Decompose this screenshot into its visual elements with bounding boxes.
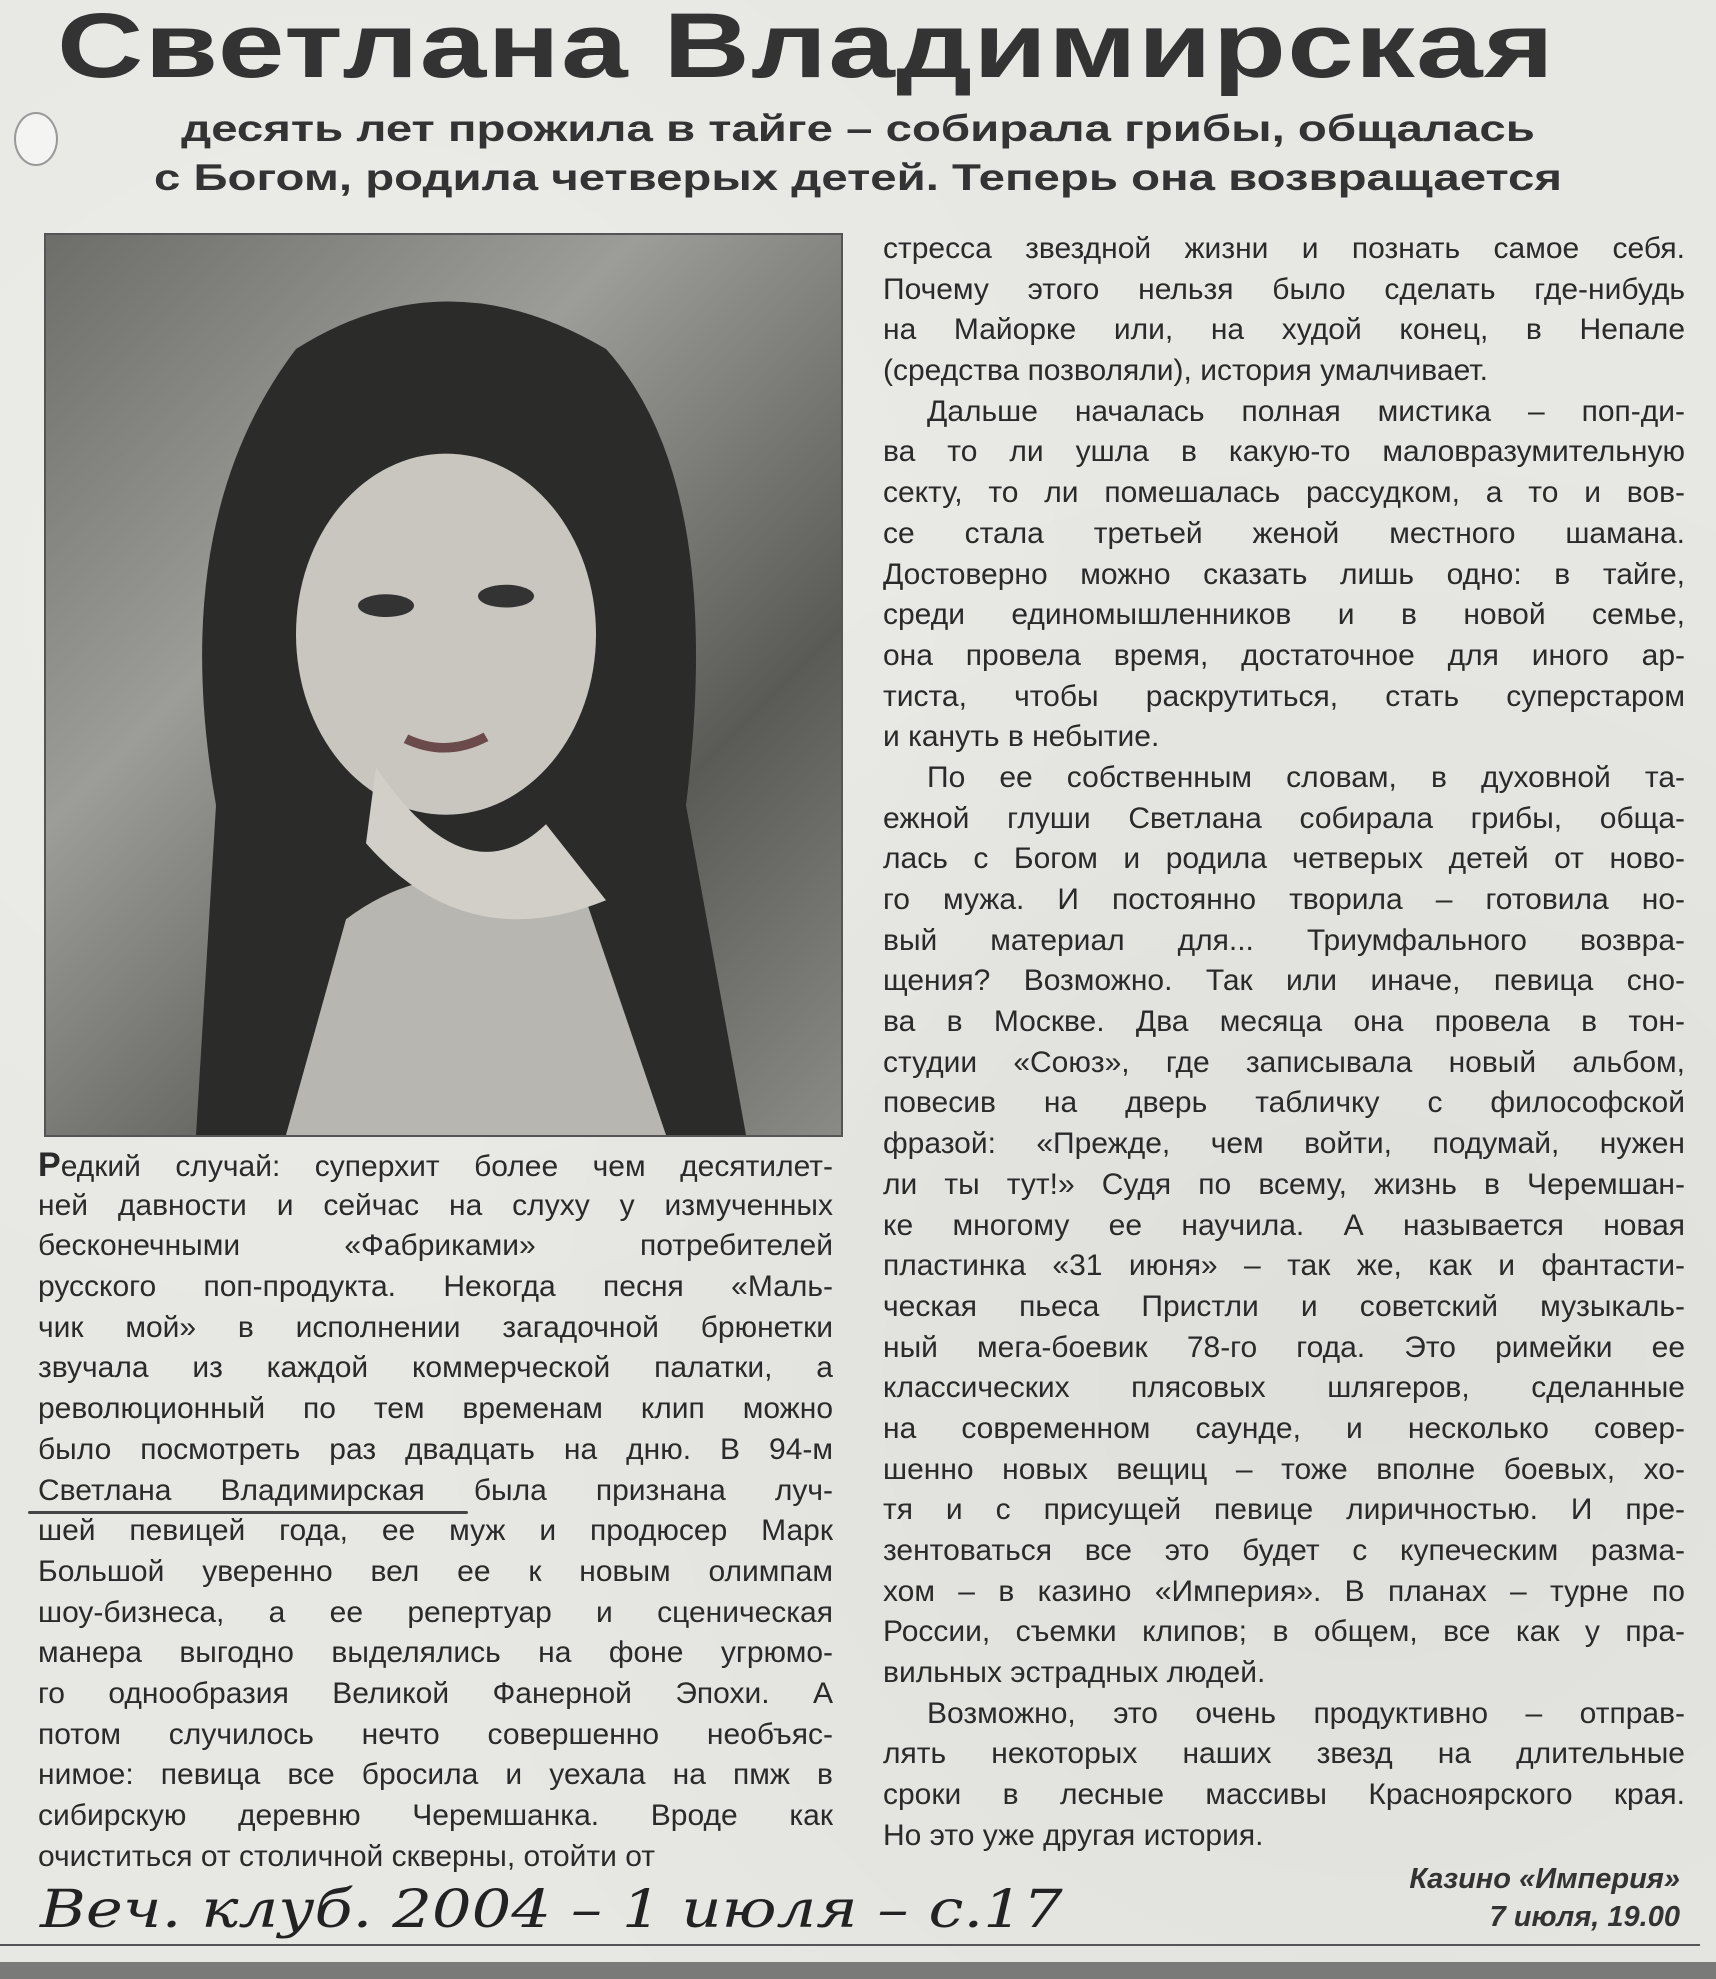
text-line: очиститься от столичной скверны, отойти от [38, 1839, 655, 1873]
text-line: фразой: «Прежде, чем войти, подумай, нужен [883, 1127, 1685, 1161]
text-line: Но это уже другая история. [883, 1818, 1264, 1852]
text-line: на Майорке или, на худой конец, в Непале [883, 313, 1685, 347]
text-line: хом – в казино «Империя». В планах – турне по [883, 1574, 1685, 1608]
text-line: ный мега-боевик 78-го года. Это римейки ее [883, 1330, 1685, 1364]
text-line: пластинка «31 июня» – так же, как и фантасти- [883, 1249, 1685, 1283]
left-column [38, 1145, 833, 1877]
text-line: вильных эстрадных людей. [883, 1656, 1266, 1690]
text-line: сибирскую деревню Черемшанка. Вроде как [38, 1799, 833, 1832]
text-line: го мужа. И постоянно творила – готовила но- [883, 883, 1685, 916]
subtitle-line: десять лет прожила в тайге – собирала грибы, общалась [181, 108, 1535, 149]
text-line: сроки в лесные массивы Красноярского края. [883, 1778, 1685, 1812]
text-line: ва то ли ушла в какую-то маловразумительную [883, 435, 1685, 469]
text-line: шей певицей года, ее муж и продюсер Марк [38, 1514, 833, 1548]
subtitle-line: с Богом, родила четверых детей. Теперь она возвращается [153, 157, 1563, 198]
text-line: бесконечными «Фабриками» потребителей [38, 1229, 833, 1263]
text-line: ва в Москве. Два месяца она провела в тон- [883, 1005, 1685, 1039]
text-line: (средства позволяли), история умалчивает. [883, 354, 1489, 388]
event-date: 7 июля, 19.00 [1489, 1901, 1680, 1933]
text-line: было посмотреть раз двадцать на дню. В 94-м [38, 1432, 833, 1466]
text-line: русского поп-продукта. Некогда песня «Маль- [38, 1270, 833, 1304]
event-venue: Казино «Империя» [1409, 1863, 1680, 1895]
portrait-photo [44, 233, 843, 1137]
text-line: революционный по тем временам клип можно [38, 1392, 833, 1426]
text-line: тя и с присущей певице лиричностью. И пре- [883, 1493, 1685, 1527]
text-line: Светлана Владимирская была признана луч- [38, 1473, 833, 1507]
text-line: вый материал для... Триумфального возвра- [883, 923, 1685, 957]
text-line: тиста, чтобы раскрутиться, стать суперстаром [883, 679, 1685, 713]
text-line: повесив на дверь табличку с философской [883, 1086, 1685, 1120]
text-line: Почему этого нельзя было сделать где-нибудь [883, 272, 1685, 306]
text-line: лять некоторых наших звезд на длительные [883, 1737, 1685, 1771]
divider-line [0, 1944, 1700, 1946]
text-line: По ее собственным словам, в духовной та- [927, 760, 1685, 794]
text-line: Достоверно можно сказать лишь одно: в тайге, [883, 557, 1685, 591]
text-line: России, съемки клипов; в общем, все как у пра- [883, 1615, 1685, 1649]
bottom-edge [0, 1962, 1716, 1979]
text-line: ческая пьеса Пристли и советский музыкаль- [883, 1289, 1685, 1323]
text-line: Возможно, это очень продуктивно – отправ- [927, 1696, 1685, 1730]
text-line: чик мой» в исполнении загадочной брюнетки [38, 1310, 833, 1344]
text-line: стресса звездной жизни и познать самое себя. [883, 232, 1685, 265]
text-line: шоу-бизнеса, а ее репертуар и сценическая [38, 1595, 833, 1629]
text-line: шенно новых вещиц – тоже вполне боевых, хо- [883, 1452, 1685, 1486]
handwritten-note: Веч. клуб. 2004 – 1 июля – с.17 [40, 1880, 1063, 1940]
text-line: нимое: певица все бросила и уехала на пмж в [38, 1758, 833, 1792]
text-line: секту, то ли помешалась рассудком, а то и вов- [883, 476, 1685, 510]
text-line: Дальше началась полная мистика – поп-ди- [927, 394, 1685, 428]
text-line: на современном саунде, и несколько совер- [883, 1411, 1685, 1445]
text-line: се стала третьей женой местного шамана. [883, 516, 1685, 550]
text-line: го однообразия Великой Фанерной Эпохи. А [38, 1676, 833, 1710]
text-line: звучала из каждой коммерческой палатки, а [38, 1351, 833, 1385]
right-column [883, 229, 1685, 1857]
text-line: классических плясовых шлягеров, сделанные [883, 1371, 1685, 1405]
text-line: она провела время, достаточное для иного ар- [883, 638, 1685, 672]
text-line: и кануть в небытие. [883, 720, 1160, 754]
text-line: манера выгодно выделялись на фоне угрюмо- [38, 1636, 833, 1670]
text-line: среди единомышленников и в новой семье, [883, 598, 1685, 632]
text-line: зентоваться все это будет с купеческим разма- [883, 1534, 1685, 1567]
text-line: лась с Богом и родила четверых детей от ново- [883, 842, 1685, 876]
text-line: щения? Возможно. Так или иначе, певица сно- [883, 964, 1685, 998]
text-line: потом случилось нечто совершенно необъяс- [38, 1717, 833, 1751]
text-line: ли ты тут!» Судя по всему, жизнь в Черемшан- [883, 1167, 1685, 1201]
text-line: ежной глуши Светлана собирала грибы, обща- [883, 801, 1685, 835]
text-line: Редкий случай: суперхит более чем десятилет- [38, 1146, 833, 1184]
text-line: студии «Союз», где записывала новый альбом, [883, 1045, 1685, 1079]
text-line: Большой уверенно вел ее к новым олимпам [38, 1554, 833, 1588]
headline: Светлана Владимирская [57, 0, 1556, 97]
text-line: ке многому ее научила. А называется новая [883, 1208, 1685, 1242]
text-line: ней давности и сейчас на слуху у измученных [38, 1188, 833, 1222]
